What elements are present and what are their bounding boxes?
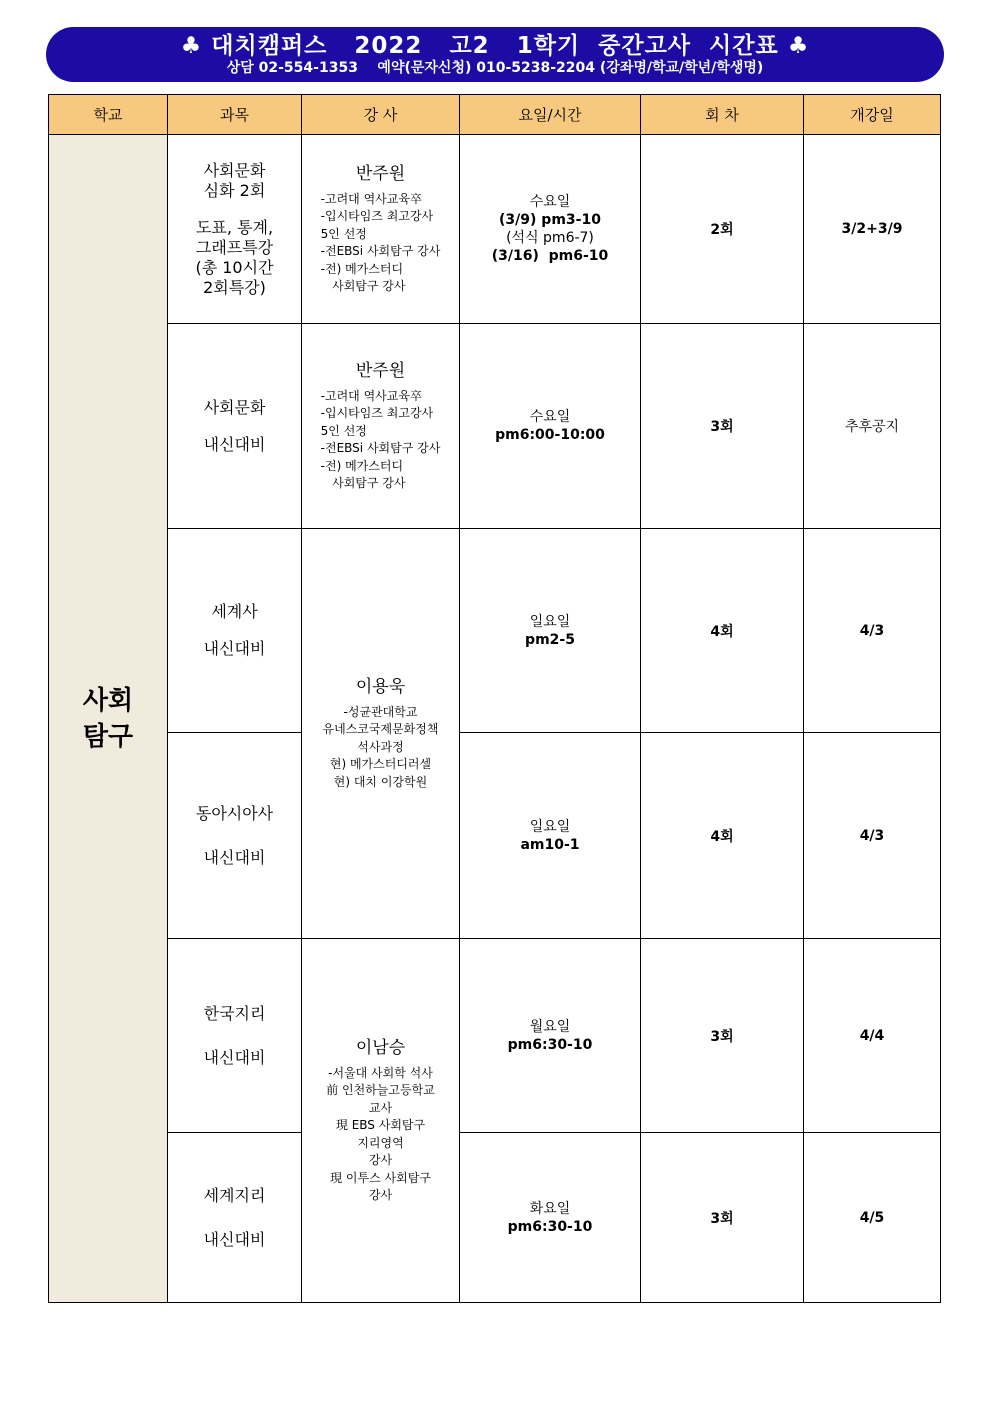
table-row	[49, 1133, 941, 1303]
session-count-cell: 3회	[641, 939, 804, 1133]
session-count-cell: 2회	[641, 135, 804, 324]
open-date-cell: 3/2+3/9	[804, 135, 941, 324]
teacher-name: 반주원	[355, 360, 406, 381]
header-row	[49, 95, 941, 135]
teacher-cell	[302, 135, 460, 324]
school-cell: 사회 탐구	[49, 135, 168, 1303]
day-time-cell: 일요일 am10-1	[460, 733, 641, 939]
open-date-cell: 4/3	[804, 529, 941, 733]
teacher-profile: -고려대 역사교육卒 -입시타임즈 최고강사 5인 선정 -전EBSi 사회탐구 강사 -전) 메가스터디 사회탐구 강사	[320, 191, 441, 293]
day-time-cell: 화요일 pm6:30-10	[460, 1133, 641, 1303]
schedule-table	[48, 94, 941, 1303]
day-time-cell: 수요일 (3/9) pm3-10 (석식 pm6-7) (3/16) pm6-10	[460, 135, 641, 324]
session-count-cell: 3회	[641, 1133, 804, 1303]
session-count-cell: 4회	[641, 529, 804, 733]
session-count-cell: 4회	[641, 733, 804, 939]
teacher-name: 이남승	[355, 1037, 406, 1058]
day-time-cell: 수요일 pm6:00-10:00	[460, 324, 641, 529]
subject-cell: 동아시아사 내신대비	[168, 733, 302, 939]
table-row	[49, 135, 941, 324]
teacher-profile: -서울대 사회학 석사 前 인천하늘고등학교 교사 現 EBS 사회탐구 지리영역 강사 現 이투스 사회탐구 강사	[326, 1065, 435, 1202]
table-row	[49, 733, 941, 939]
subject-cell: 한국지리 내신대비	[168, 939, 302, 1133]
subject-cell: 사회문화 내신대비	[168, 324, 302, 529]
header-teacher: 강 사	[302, 95, 460, 135]
day-time-cell: 월요일 pm6:30-10	[460, 939, 641, 1133]
header-school: 학교	[49, 95, 168, 135]
contact-line: 상담 02-554-1353 예약(문자신청) 010-5238-2204 (강좌명/학교/학년/학생명)	[226, 60, 764, 76]
table-row	[49, 939, 941, 1133]
session-count-cell: 3회	[641, 324, 804, 529]
open-date-cell: 4/3	[804, 733, 941, 939]
teacher-cell	[302, 939, 460, 1303]
subject-cell: 사회문화 심화 2회 도표, 통계, 그래프특강 (총 10시간 2회특강)	[168, 135, 302, 324]
open-date-cell: 4/4	[804, 939, 941, 1133]
open-date-cell: 추후공지	[804, 324, 941, 529]
teacher-cell	[302, 324, 460, 529]
subject-cell: 세계사 내신대비	[168, 529, 302, 733]
schedule-title: ♣ 대치캠퍼스 2022 고2 1학기 중간고사 시간표 ♣	[180, 33, 810, 59]
subject-cell: 세계지리 내신대비	[168, 1133, 302, 1303]
teacher-profile: -고려대 역사교육卒 -입시타임즈 최고강사 5인 선정 -전EBSi 사회탐구 강사 -전) 메가스터디 사회탐구 강사	[320, 388, 441, 490]
table-row	[49, 529, 941, 733]
teacher-profile: -성균관대학교 유네스코국제문화정책 석사과정 현) 메가스터디러셀 현) 대치 이강학원	[322, 704, 439, 789]
header-open-date: 개강일	[804, 95, 941, 135]
day-time-cell: 일요일 pm2-5	[460, 529, 641, 733]
title-banner	[46, 27, 944, 82]
header-session-count: 회 차	[641, 95, 804, 135]
teacher-cell	[302, 529, 460, 939]
header-day-time: 요일/시간	[460, 95, 641, 135]
teacher-name: 반주원	[355, 163, 406, 184]
header-subject: 과목	[168, 95, 302, 135]
teacher-name: 이용욱	[355, 676, 406, 697]
open-date-cell: 4/5	[804, 1133, 941, 1303]
table-row	[49, 324, 941, 529]
